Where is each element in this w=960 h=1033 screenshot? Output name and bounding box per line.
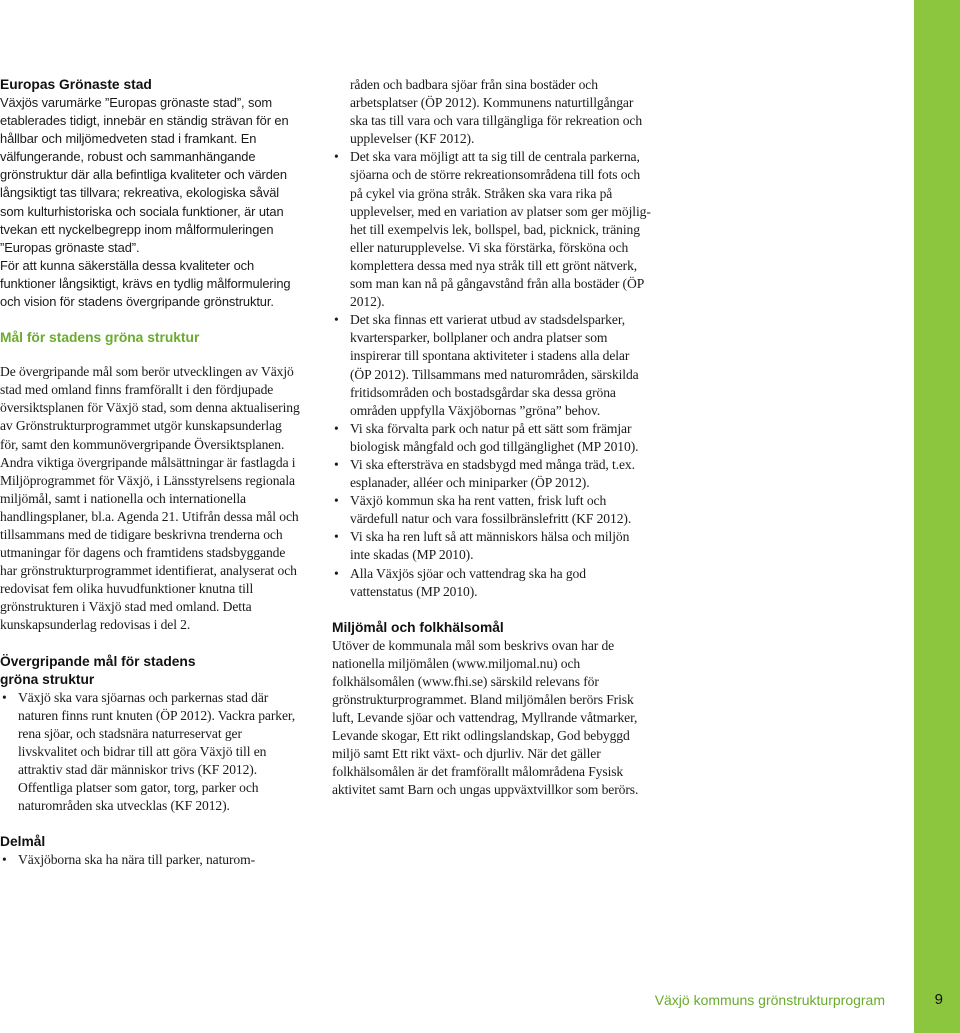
intro-paragraph: Växjös varumärke ”Europas grönaste stad”, som etablerades tidigt, innebär en ständig strävan för en hållbar och miljömedveten stad i framkant. En välfungerande, robust och sammanhängande grönstruktur där alla befintliga kvaliteter och värden långsiktigt tas tillvara; rekreativa, ekologiska såväl som kulturhistoriska och sociala funktioner, är utan tvekan ett nyckelbegrepp inom målformuleringen ”Europas grönaste stad”.	[0, 95, 289, 255]
list-item: • Växjö kommun ska ha rent vatten, frisk luft och värdefull natur och vara fossilbränslefritt (KF 2012).	[332, 492, 652, 528]
heading-overgripande-mal-line1: Övergripande mål för stadens	[0, 653, 196, 669]
continued-text: råden och badbara sjöar från sina bostäder och arbetsplatser (ÖP 2012). Kommunens naturtillgångar ska tas till vara och vara tillgängliga för rekreation och upplevelser (KF 2012).	[350, 77, 643, 147]
right-column	[332, 76, 652, 800]
heading-overgripande-mal	[0, 653, 300, 689]
list-item: • Växjöborna ska ha nära till parker, naturom-	[0, 851, 300, 869]
heading-europas-gronaste-stad: Europas Grönaste stad	[0, 77, 152, 92]
footer-document-title: Växjö kommuns grönstrukturprogram	[654, 992, 885, 1008]
list-item: • Vi ska förvalta park och natur på ett sätt som främjar biologisk mångfald och god tillgänglighet (MP 2010).	[332, 420, 652, 456]
delmal-list-continued	[332, 76, 652, 148]
miljomal-paragraph: Utöver de kommunala mål som beskrivs ovan har de nationella miljömålen (www.miljomal.nu) och folkhälsomålen (www.fhi.se) särskild relevans för grönstrukturprogrammet. Bland miljömålen berörs Frisk luft, Levande sjöar och vattendrag, Myllrande våtmarker, Levande skogar, Ett rikt odlingslandskap, God bebyggd miljö samt Ett rikt växt- och djurliv. När det gäller folkhälsomålen är det framförallt målområdena Fysisk aktivitet samt Barn och ungas uppväxtvillkor som berörs.	[332, 637, 639, 798]
goals-paragraph: De övergripande mål som berör utvecklingen av Växjö stad med omland finns framförallt i den fördjupade översiktsplanen för Växjö stad, som denna aktualisering av Grönstrukturprogrammet utgör kunskapsunderlag för, samt den kommunövergripande Översiktsplanen. Andra viktiga övergripande målsättningar är fastlagda i Miljöprogrammet för Växjö, i Länsstyrelsens regionala miljömål, samt i nationella och internationella handlingsplaner, bl.a. Agenda 21. Utifrån dessa mål och tillsammans med de tidigare beskrivna trenderna och utmaningar för dagens och framtidens stadsbyggande har grönstrukturprogrammet identifierat, analyserat och redovisat fem olika huvudfunktioner knutna till grönstrukturen i Växjö stad med omland. Detta kunskapsunderlag redovisas i del 2.	[0, 364, 300, 633]
page-number: 9	[934, 991, 943, 1008]
delmal-list-right	[332, 148, 652, 600]
heading-mal-for-stadens-grona-struktur: Mål för stadens gröna struktur	[0, 330, 200, 346]
intro-paragraph-2: För att kunna säkerställa dessa kvaliteter och funktioner långsiktigt, krävs en tydlig målformulering och vision för stadens övergripande grönstruktur.	[0, 257, 291, 310]
list-item: • Det ska vara möjligt att ta sig till de centrala parkerna, sjöarna och de större rekreationsområdena till fots och på cykel via gröna stråk. Stråken ska vara rika på upplevelser, med en variation av platser som ger möjlighet till exempelvis lek, bollspel, bad, picknick, träning eller naturupplevelse. Vi ska förstärka, försköna och komplettera dessa med nya stråk till ett grönt nätverk, som man kan nå på gångavstånd från alla bostäder (ÖP 2012).	[332, 148, 652, 311]
list-item: • Vi ska eftersträva en stadsbygd med många träd, t.ex. esplanader, alléer och miniparker (ÖP 2012).	[332, 456, 652, 492]
left-column	[0, 76, 300, 869]
heading-delmal: Delmål	[0, 834, 46, 850]
delmal-list	[0, 851, 300, 869]
heading-overgripande-mal-line2: gröna struktur	[0, 671, 95, 687]
list-item-continuation	[332, 76, 652, 148]
list-item: • Det ska finnas ett varierat utbud av stadsdelsparker, kvartersparker, bollplaner och andra platser som inspirerar till spontana aktiviteter i stadens alla delar (ÖP 2012). Tillsammans med naturområden, särskilda fritidsområden och bostadsgårdar ska dessa gröna områden uppfylla Växjöbornas ”gröna” behov.	[332, 311, 652, 420]
green-side-bar	[914, 0, 960, 1033]
list-item: • Alla Växjös sjöar och vattendrag ska ha god vattenstatus (MP 2010).	[332, 565, 652, 601]
heading-miljomal-och-folkhalsomal: Miljömål och folkhälsomål	[332, 619, 504, 635]
overgripande-mal-list	[0, 689, 300, 816]
list-item: • Vi ska ha ren luft så att människors hälsa och miljön inte skadas (MP 2010).	[332, 528, 652, 564]
list-item: • Växjö ska vara sjöarnas och parkernas stad där naturen finns runt knuten (ÖP 2012). Vackra parker, rena sjöar, och stadsnära naturreservat ger livskvalitet och bidrar till att göra Växjö till en attraktiv stad där människor trivs (KF 2012). Offentliga platser som gator, torg, parker och naturområden ska utvecklas (KF 2012).	[0, 689, 300, 816]
